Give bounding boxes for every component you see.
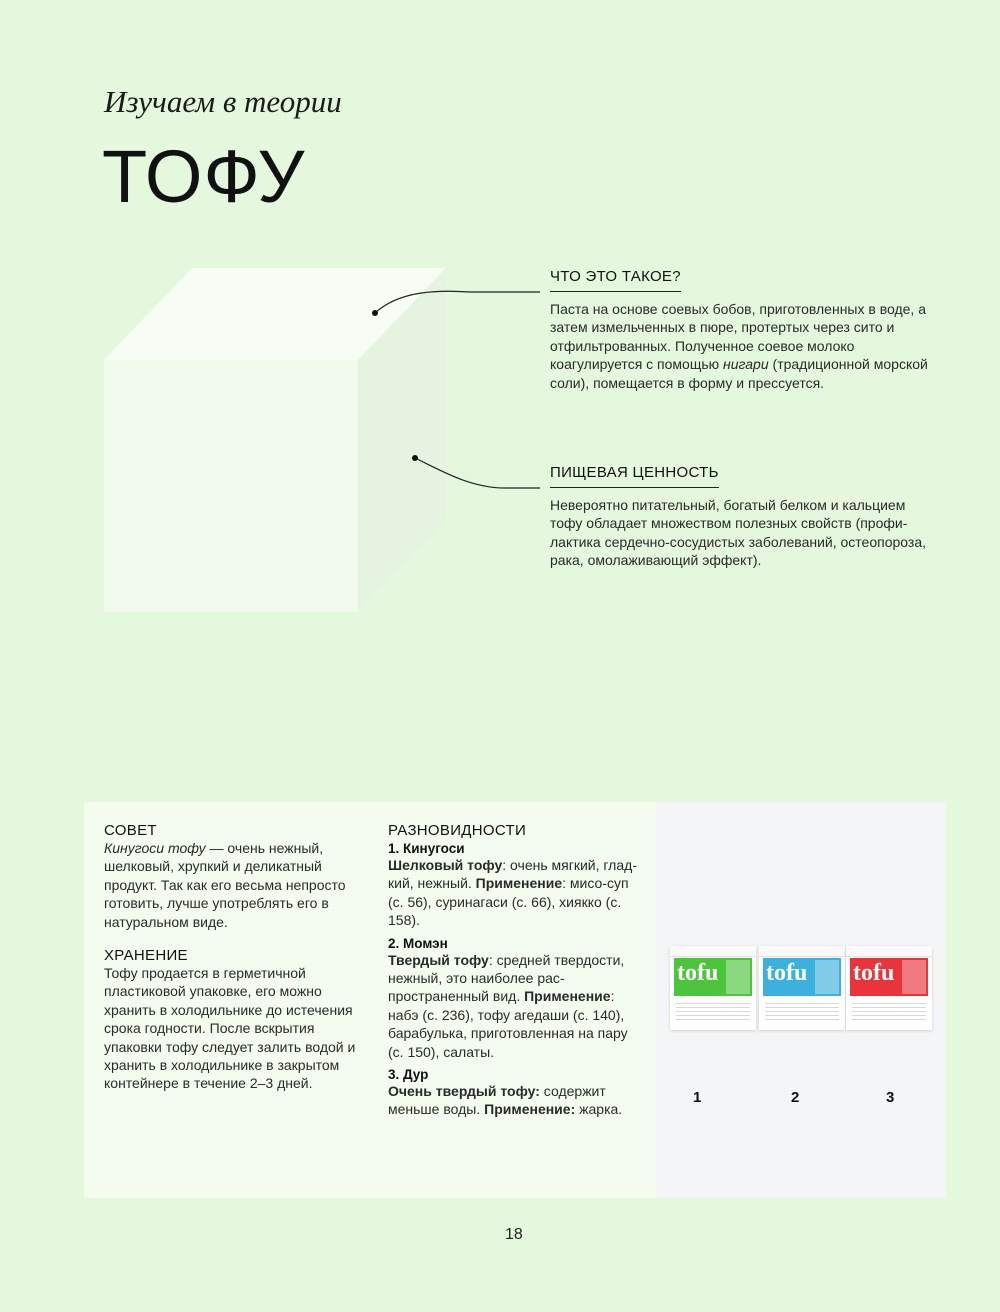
package-number: 1 [693, 1089, 702, 1106]
package-label [674, 958, 752, 996]
package-number: 3 [886, 1089, 895, 1106]
what-is-it-text: Паста на основе соевых бобов, приготовленных в воде, а затем измельченных в пюре, протертых через сито и отфильтрованных. Полученное соевое молоко коагулируется с помощью нигари (традиционной морской соли), помещается в форму и прессуется. [550, 301, 928, 391]
nigari-term: нигари [723, 356, 769, 373]
package-brand: tofu [766, 960, 808, 986]
varieties-column [388, 822, 644, 1119]
package-number: 2 [791, 1089, 800, 1106]
package-brand: tofu [677, 960, 719, 986]
page-kicker: Изучаем в теории [104, 84, 342, 119]
package-label [763, 958, 841, 996]
tofu-package-1 [670, 946, 756, 1030]
nutrition-section [550, 464, 930, 570]
page-number: 18 [505, 1226, 523, 1243]
storage-heading: ХРАНЕНИЕ [104, 947, 188, 965]
advice-text: Кинугоси тофу — очень нежный, шелковый, хрупкий и деликатный продукт. Так как его весьма непросто готовить, лучше употреблять его в натуральном виде. [104, 840, 346, 930]
package-brand: tofu [853, 960, 895, 986]
variety-item [388, 936, 644, 1061]
variety-text: Твердый тофу: средней твердости, нежный, это наиболее распространенный вид. Применение: набэ (с. 236), тофу агедаши (с. 140), барабулька, приготовленная на пару (с. 150), салаты. [388, 951, 628, 1060]
callout-dot-what [372, 310, 378, 316]
storage-text: Тофу продается в герметичной пластиковой упаковке, его можно хранить в холодильнике до истечения срока годности. После вскрытия упаковки тофу следует залить водой и хранить в холодильнике в закрытом контейнере в течение 2–3 дней. [104, 965, 356, 1092]
cube-front-face [104, 360, 358, 612]
nutrition-heading: ПИЩЕВАЯ ЦЕННОСТЬ [550, 464, 719, 488]
what-is-it-section [550, 268, 930, 392]
nutrition-text: Невероятно питательный, богатый белком и кальцием тофу обладает множеством полезных свойств (профилактика сердечно-сосудистых заболеваний, остеопороза, рака, омолаживающий эффект). [550, 497, 926, 569]
what-is-it-heading: ЧТО ЭТО ТАКОЕ? [550, 268, 681, 292]
varieties-heading: РАЗНОВИДНОСТИ [388, 822, 527, 839]
variety-text: Очень твердый тофу: содержит меньше воды. Применение: жарка. [388, 1083, 623, 1118]
variety-item [388, 1067, 644, 1119]
advice-heading: СОВЕТ [104, 822, 157, 839]
variety-title: 1. Кинугоси [388, 841, 465, 856]
advice-column [104, 822, 366, 1093]
variety-title: 2. Момэн [388, 935, 448, 951]
variety-text: Шелковый тофу: очень мягкий, гладкий, нежный. Применение: мисо-суп (с. 56), суринагаси (с. 66), хиякко (с. 158). [388, 857, 637, 929]
page-title: ТОФУ [102, 135, 306, 218]
variety-item [388, 841, 644, 930]
tofu-package-2 [759, 946, 845, 1030]
tofu-package-3 [846, 946, 932, 1030]
package-label [850, 958, 928, 996]
callout-dot-nutrition [412, 455, 418, 461]
variety-title: 3. Дур [388, 1067, 429, 1083]
